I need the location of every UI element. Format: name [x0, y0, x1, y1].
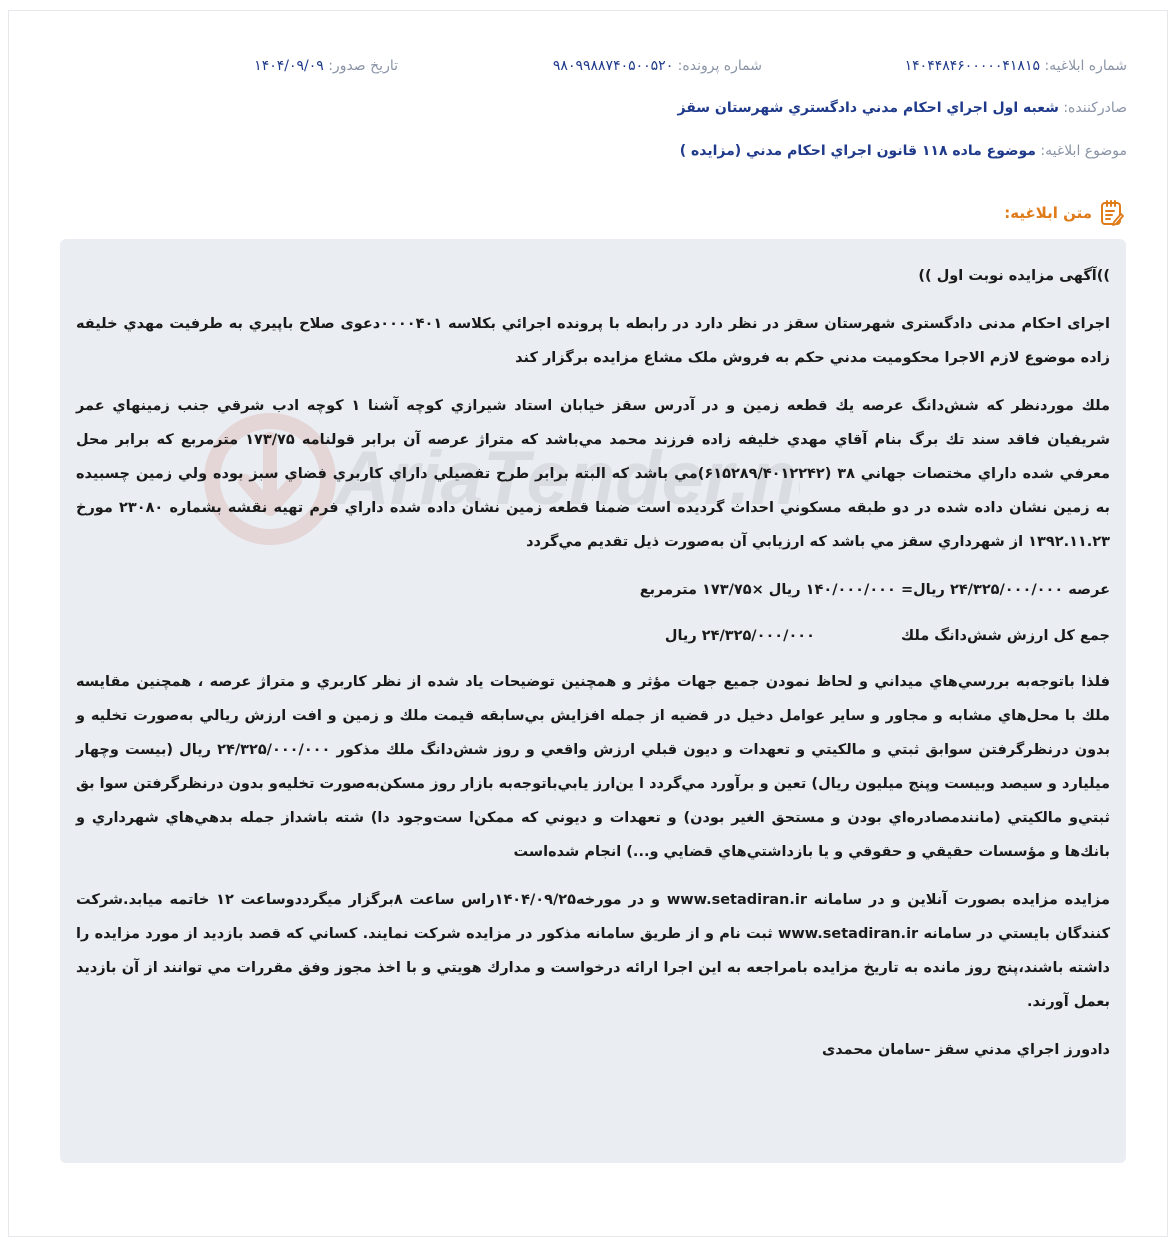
notice-text-header: [1004, 200, 1124, 226]
issuer-value: شعبه اول اجراي احكام مدني دادگستري شهرستان سقز: [677, 100, 1059, 116]
subject-value: موضوع ماده ۱۱۸ قانون اجراي احكام مدني (مزايده ): [679, 143, 1036, 159]
notice-number-label: شماره ابلاغیه:: [1044, 58, 1127, 74]
paragraph-total-value: جمع كل ارزش شش‌دانگ ملك ۲۴/۳۲۵/۰۰۰/۰۰۰ ريال: [664, 628, 1110, 644]
subject: [680, 143, 1127, 159]
notice-number-value: ۱۴۰۴۴۸۴۶۰۰۰۰۰۴۱۸۱۵: [904, 58, 1040, 74]
svg-text:AriaTender.net: AriaTender.n: [335, 436, 797, 521]
case-number: [553, 58, 762, 74]
paragraph-auction-details: مزايده مزايده بصورت آنلاين و در سامانه www.setadiran.ir و در مورخه۱۴۰۴/۰۹/۲۵راس ساعت ۸برگزار ميگرددوساعت ۱۲ خاتمه ميابد.شركت كنندگان بايستي در سامانه www.setadiran.ir ثبت نام و از طريق سامانه مذكور در مزايده شركت نمايند. كساني كه قصد بازديد از مورد مزايده را داشته باشند،پنج روز مانده به تاريخ مزايده بامراجعه به اين اجرا ارائه درخواست و مدارك هويتي و با اخذ مجوز وفق مقررات مي توانند از آن بازديد بعمل آورند.: [76, 892, 1110, 1010]
case-number-label: شماره پرونده:: [677, 58, 762, 74]
notes-icon: [1100, 200, 1124, 226]
subject-label: موضوع ابلاغیه:: [1040, 143, 1127, 159]
notice-number: [905, 58, 1127, 74]
case-number-value: ۹۸۰۹۹۸۸۷۴۰۵۰۰۵۲۰: [552, 58, 674, 74]
issue-date-value: ۱۴۰۴/۰۹/۰۹: [254, 58, 324, 74]
paragraph-appraisal: فلذا باتوجه‌به بررسي‌هاي ميداني و لحاظ نمودن جميع جهات مؤثر و همچنين توضيحات ياد شده از نظر كاربري و متراژ عرصه ، همچنين مقايسه ملك با محل‌هاي مشابه و مجاور و ساير عوامل دخيل در قضيه از جمله افزايش بي‌سابقه قيمت ملك و زمين و افت ارزش ريالي به‌صورت تخليه و بدون درنظرگرفتن سوابق ثبتي و مالكيتي و تعهدات و ديون قبلي ارزش واقعي و روز شش‌دانگ ملك مذكور ۲۴/۳۲۵/۰۰۰/۰۰۰ ريال (بيست وچهار ميليارد و سيصد وبيست وپنج ميليون ريال) تعين و برآورد مي‌گردد ا ين‌ارز يابي‌باتوجه‌به بازار روز مسكن‌به‌صورت تخليه‌و بدون درنظرگرفتن سوا بق ثبتي‌و مالكيتي (مانندمصادره‌اي بودن و مستحق الغير بودن) و تعهدات و ديوني كه ممكن‌ا ست‌وجود دا) شته باشداز جمله بدهي‌هاي شهرداري و بانك‌ها و مؤسسات حقيقي و حقوقي و يا بازداشتي‌هاي قضايي و...) انجام شده‌است: [76, 674, 1111, 860]
paragraph-property: ملك موردنظر كه شش‌دانگ عرصه يك قطعه زمين و در آدرس سقز خيابان استاد شيرازي كوچه آشنا ۱ كوچه ادب شرقي جنب زمينهاي عمر شريفيان فاقد سند تك برگ بنام آقاي مهدي خليفه زاده فرزند محمد مي‌باشد كه متراژ عرصه آن برابر قولنامه ۱۷۳/۷۵ مترمربع كه برابر محل معرفي شده داراي مختصات جهاني ۳۸ (۶۱۵۲۸۹/۴۰۱۲۲۴۲)مي باشد كه البته برابر طرح تفصيلي داراي كاربري فضاي سبز بوده ولي زمين چسبيده به زمين نشان داده شده در دو طبقه مسكوني احداث گرديده است ضمنا قطعه زمين نشان داده شده داراي فرم تهيه نقشه بشماره ۲۳۰۸۰ مورخ ۱۳۹۲.۱۱.۲۳ از شهرداري سقز مي باشد كه ارزيابي آن به‌صورت ذيل تقديم مي‌گردد: [76, 398, 1110, 550]
auction-heading: ))آگهی مزایده نوبت اول )): [918, 268, 1110, 284]
paragraph-land-value: عرصه ۲۴/۳۲۵/۰۰۰/۰۰۰ ريال= ۱۴۰/۰۰۰/۰۰۰ ريال ×۱۷۳/۷۵ مترمربع: [639, 582, 1110, 598]
paragraph-intro: اجرای احکام مدنی دادگستری شهرستان سقز در نظر دارد در رابطه با پرونده اجرائي بکلاسه ۰۰۰۰۴۰۱دعوی صلاح باپيري به طرفيت مهدي خليفه زاده موضوع لازم الاجرا محکوميت مدني حكم به فروش ملک مشاع مزایده برگزار کند: [76, 316, 1111, 366]
issue-date: [254, 58, 398, 74]
notice-text-box: [60, 239, 1126, 1163]
notice-text-title: متن ابلاغیه:: [1004, 204, 1092, 222]
signature-line: دادورز اجراي مدني سقز -سامان محمدی: [821, 1042, 1110, 1058]
notice-body: [76, 259, 1110, 1081]
issuer-label: صادرکننده:: [1063, 100, 1127, 116]
issuer: [678, 100, 1128, 116]
issue-date-label: تاریخ صدور:: [328, 58, 398, 74]
